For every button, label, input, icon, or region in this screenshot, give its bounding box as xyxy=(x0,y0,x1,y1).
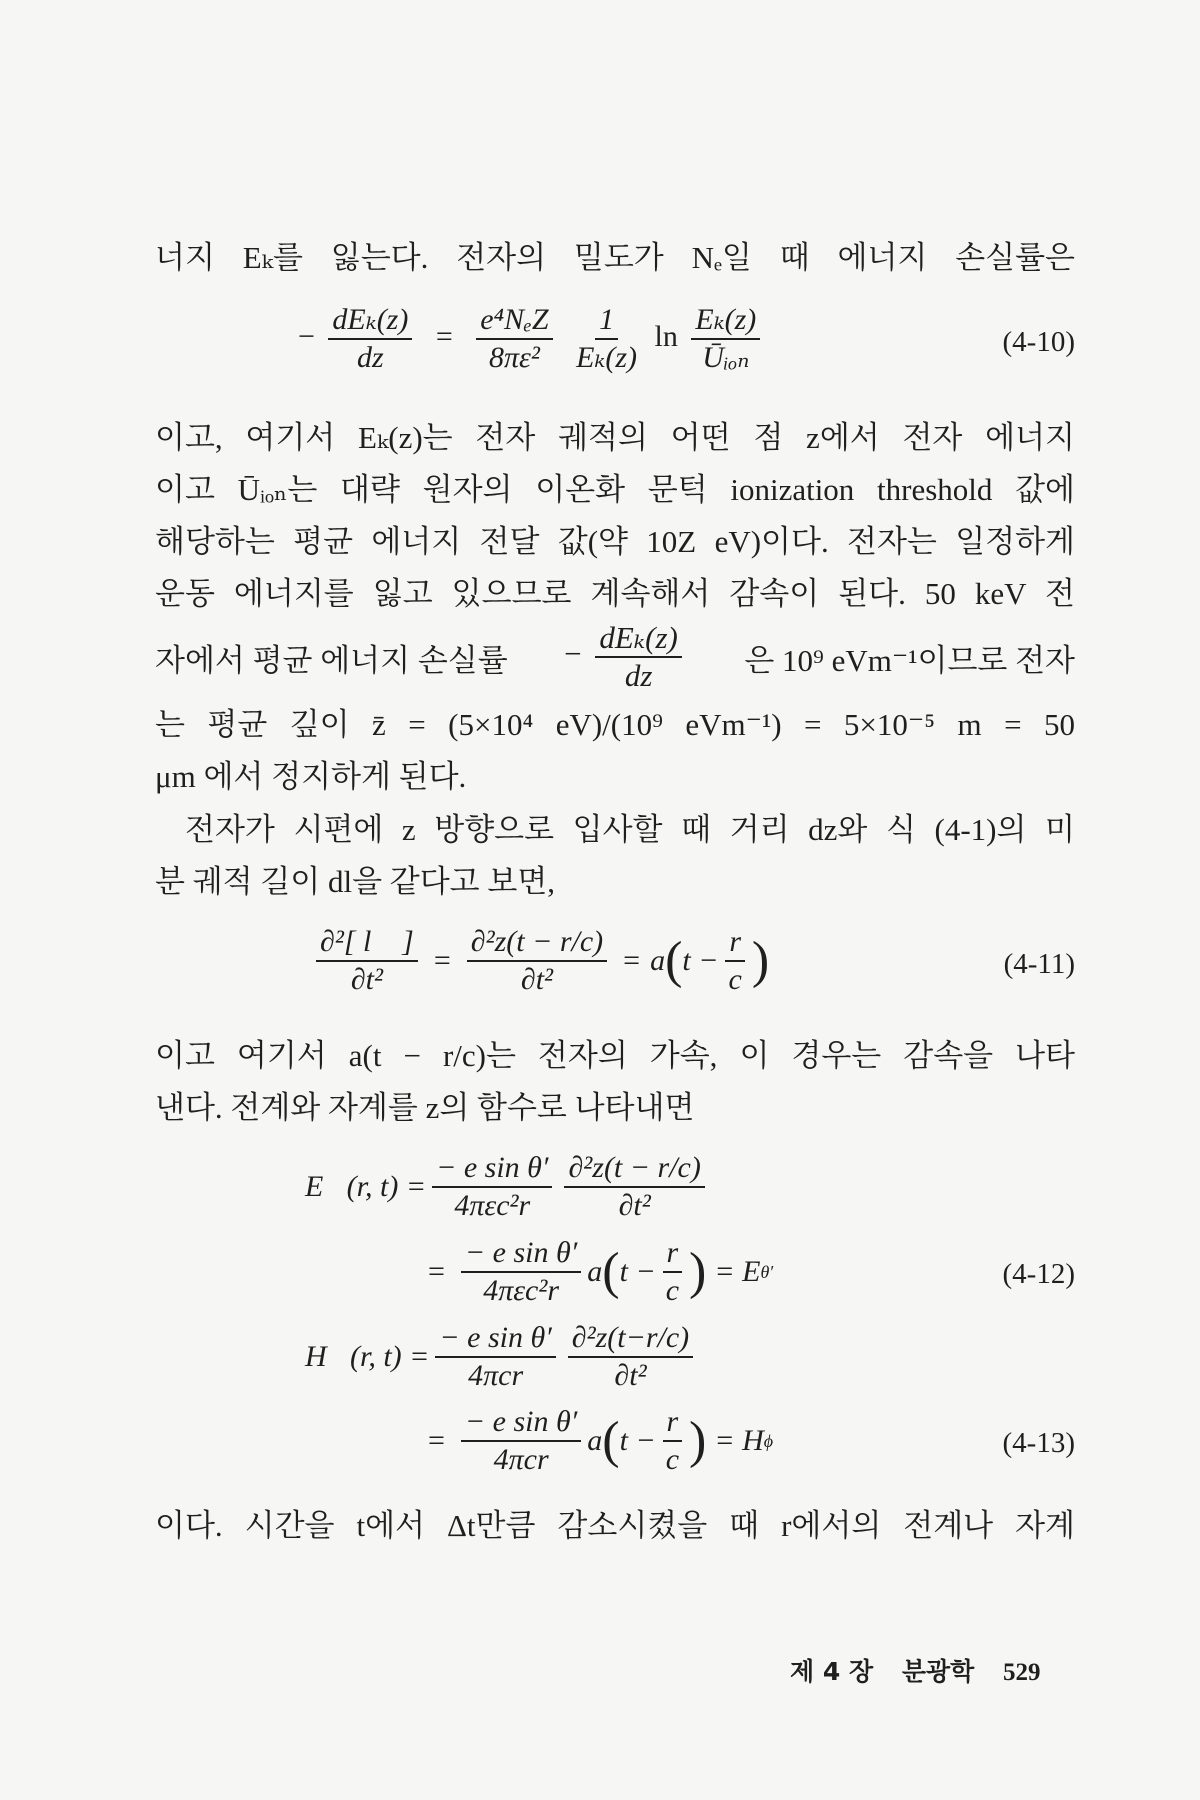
fraction: $\frac{\text{dEₖ(z)}}{dz}$ xyxy=(328,302,412,376)
equation-number: (4-13) xyxy=(1002,1427,1075,1459)
page-number: 529 xyxy=(1003,1659,1041,1686)
fraction: $\frac{\text{∂²z(t−r/c)}}{\text{∂t²}}$ xyxy=(568,1320,693,1394)
fraction: $\frac{\text{∂²z(t − r/c)}}{\text{∂t²}}$ xyxy=(564,1150,704,1224)
fraction: $\frac{1}{\text{Eₖ(z)}}$ xyxy=(576,303,638,374)
fraction: $\frac{\text{Eₖ(z)}}{\text{Ūᵢₒₙ}}$ xyxy=(691,302,760,376)
fraction: $\frac{\text{− e sin θ′}}{\text{4πεc²r}}$ xyxy=(432,1150,552,1224)
equation-4-11: $\frac{\text{∂²[ l⃗ ]}}{\text{∂t²}}$ = $\frac{\text{∂²z(t − r/c)}}{\text{∂t²}}$ = a ( t − $\frac{r}{c}$ ) xyxy=(310,924,769,998)
fraction: $\frac{\text{e⁴NₑZ}}{\text{8πε²}}$ xyxy=(476,302,552,376)
text-line: 이고, 여기서 Eₖ(z)는 전자 궤적의 어떤 점 z에서 전자 에너지 xyxy=(155,420,1075,455)
fraction: $\frac{\text{dEₖ(z)}}{dz}$ xyxy=(595,620,681,694)
equation-4-10: − $\frac{\text{dEₖ(z)}}{dz}$ = $\frac{\text{e⁴NₑZ}}{\text{8πε²}}$ $\frac{1}{\text{Eₖ(z)}}$ ln $\frac{\text{Eₖ(z)}}{\text{Ūᵢₒₙ}}$ xyxy=(298,302,766,376)
fraction: $\frac{\text{− e sin θ′}}{\text{4πcr}}$ xyxy=(435,1320,555,1394)
fraction: $\frac{\text{− e sin θ′}}{\text{4πεc²r}}$ xyxy=(461,1235,581,1309)
text-line: μm 에서 정지하게 된다. xyxy=(155,759,467,794)
text-line: 이고 Ūᵢₒₙ는 대략 원자의 이온화 문턱 ionization threshold 값에 xyxy=(155,472,1075,507)
text-line: 는 평균 깊이 z̄ = (5×10⁴ eV)/(10⁹ eVm⁻¹) = 5×10⁻⁵ m = 50 xyxy=(155,707,1075,742)
text-line-with-fraction: 자에서 평균 에너지 손실률 − $\frac{\text{dEₖ(z)}}{dz}$ 은 10⁹ eVm⁻¹이므로 전자 xyxy=(155,620,1075,693)
text-line: 해당하는 평균 에너지 전달 값(약 10Z eV)이다. 전자는 일정하게 xyxy=(155,524,1075,559)
fraction: $\frac{r}{c}$ xyxy=(662,1404,683,1478)
text-line: 분 궤적 길이 dl을 같다고 보면, xyxy=(155,864,556,899)
fraction: $\frac{\text{− e sin θ′}}{\text{4πcr}}$ xyxy=(461,1404,581,1478)
equation-number: (4-12) xyxy=(1002,1258,1075,1290)
chapter-title: 분광학 xyxy=(901,1657,975,1686)
equation-4-12-line2: = $\frac{\text{− e sin θ′}}{\text{4πεc²r}}$ a ( t − $\frac{r}{c}$ ) = E θ′ xyxy=(428,1236,774,1307)
text-line: 이고 여기서 a(t − r/c)는 전자의 가속, 이 경우는 감속을 나타 xyxy=(155,1038,1075,1073)
text-line: 전자가 시편에 z 방향으로 입사할 때 거리 dz와 식 (4-1)의 미 xyxy=(185,812,1075,847)
chapter-label: 제 4 장 xyxy=(790,1657,874,1686)
equation-4-13-line2: = $\frac{\text{− e sin θ′}}{\text{4πcr}}$ a ( t − $\frac{r}{c}$ ) = H ϕ xyxy=(428,1405,774,1476)
equation-number: (4-10) xyxy=(1002,326,1075,358)
equation-4-12-line1: E⃗(r, t) = $\frac{\text{− e sin θ′}}{\text{4πεc²r}}$ $\frac{\text{∂²z(t − r/c)}}{\text{∂t²}}$ xyxy=(305,1150,711,1224)
text-line: 운동 에너지를 잃고 있으므로 계속해서 감속이 된다. 50 keV 전 xyxy=(155,576,1075,611)
text-line: 너지 Eₖ를 잃는다. 전자의 밀도가 Nₑ일 때 에너지 손실률은 xyxy=(155,240,1075,275)
fraction: $\frac{r}{c}$ xyxy=(662,1235,683,1309)
page-footer xyxy=(790,1652,1061,1688)
text-line: 이다. 시간을 t에서 Δt만큼 감소시켰을 때 r에서의 전계나 자계 xyxy=(155,1508,1075,1543)
equation-number: (4-11) xyxy=(1003,948,1075,980)
fraction: $\frac{r}{c}$ xyxy=(725,924,746,998)
fraction: $\frac{\text{∂²z(t − r/c)}}{\text{∂t²}}$ xyxy=(467,924,607,998)
text-line: 낸다. 전계와 자계를 z의 함수로 나타내면 xyxy=(155,1090,695,1125)
equation-4-13-line1: H⃗(r, t) = $\frac{\text{− e sin θ′}}{\text{4πcr}}$ $\frac{\text{∂²z(t−r/c)}}{\text{∂t²}}$ xyxy=(305,1320,699,1394)
fraction: $\frac{\text{∂²[ l⃗ ]}}{\text{∂t²}}$ xyxy=(316,924,418,998)
